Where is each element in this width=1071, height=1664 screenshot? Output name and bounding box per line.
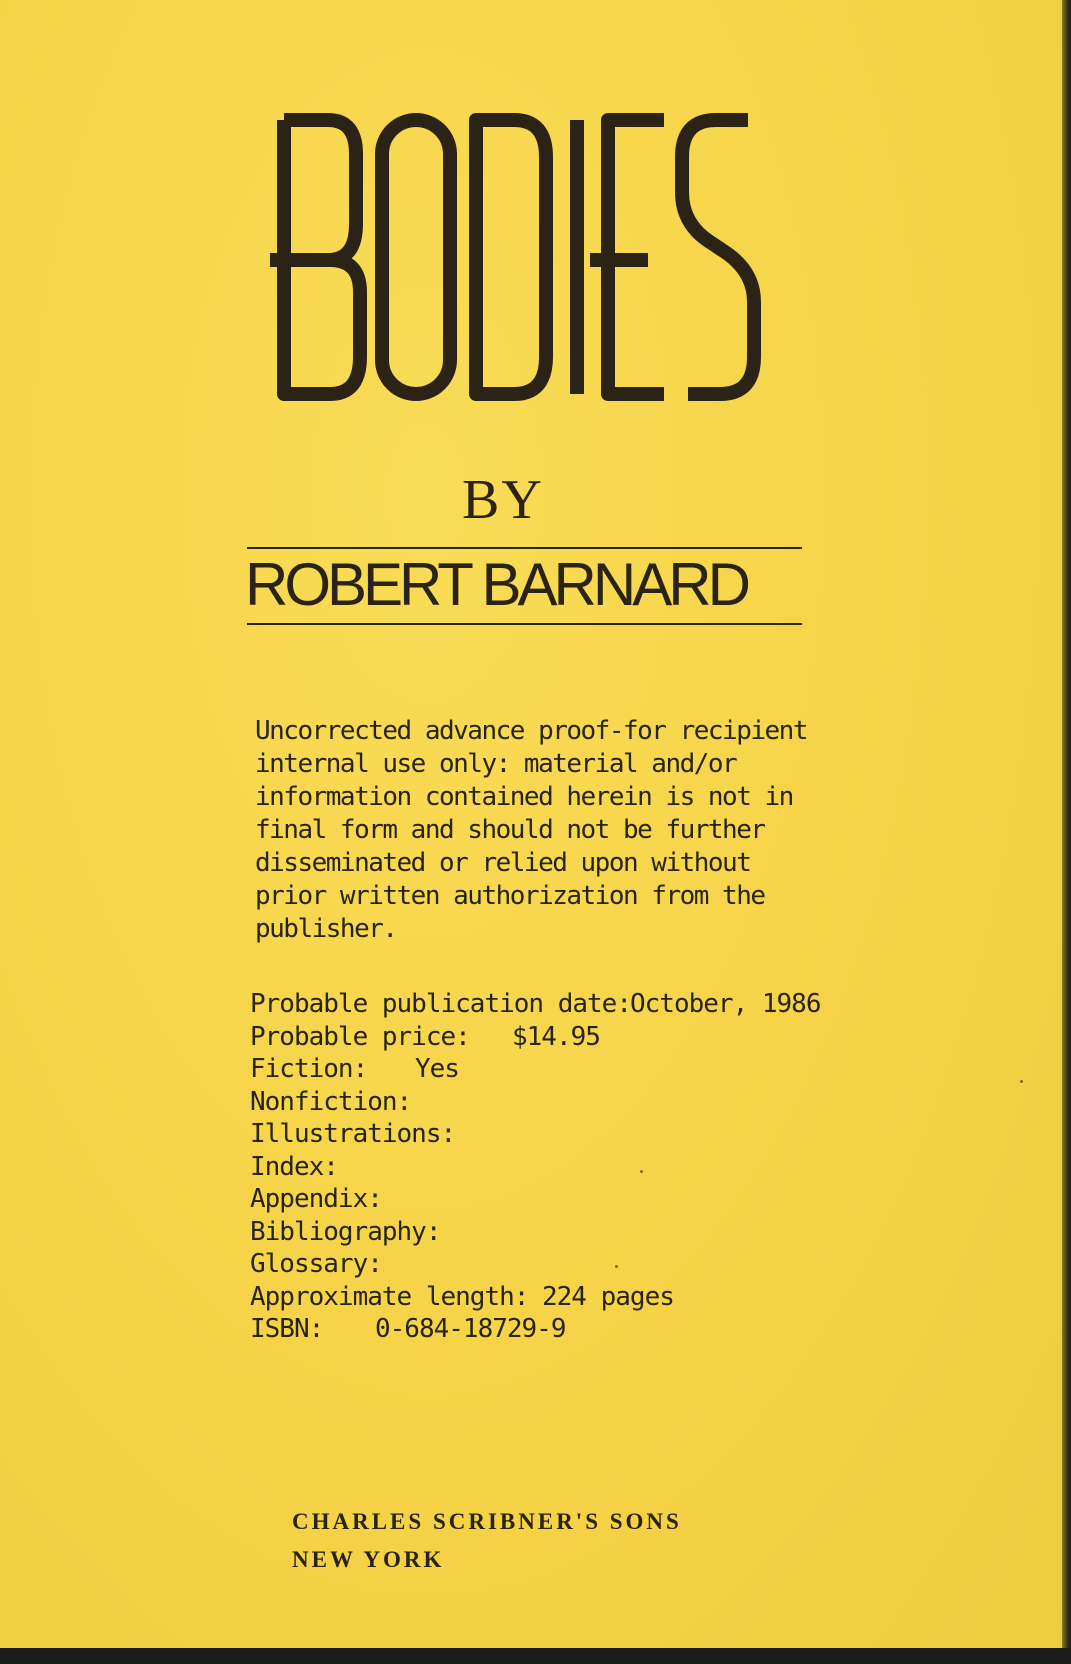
spec-label: Illustrations:: [250, 1119, 456, 1149]
notice-line: final form and should not be further: [255, 815, 765, 845]
paper-speck: [1020, 1080, 1023, 1083]
spec-value: 224 pages: [542, 1281, 674, 1312]
proof-notice: [255, 715, 815, 946]
publisher-imprint: [292, 1503, 682, 1579]
cover-right-edge: [1062, 0, 1071, 1664]
spec-bibliography: [250, 1216, 870, 1249]
spec-label: Glossary:: [250, 1249, 382, 1279]
spec-label: Approximate length:: [250, 1281, 529, 1312]
author-name: ROBERT BARNARD: [245, 551, 747, 618]
spec-fiction: [250, 1053, 870, 1086]
notice-line: internal use only: material and/or: [255, 749, 737, 779]
spec-label: Fiction:: [250, 1054, 368, 1084]
spec-length: [250, 1281, 870, 1314]
spec-label: Probable price:: [250, 1021, 470, 1052]
spec-index: [250, 1151, 870, 1184]
spec-value: $14.95: [512, 1021, 600, 1052]
spec-value: 0-684-18729-9: [375, 1314, 566, 1344]
spec-price: [250, 1021, 870, 1054]
spec-label: Bibliography:: [250, 1216, 441, 1247]
notice-line: Uncorrected advance proof-for recipient: [255, 716, 807, 746]
spec-isbn: [250, 1313, 870, 1346]
notice-line: publisher.: [255, 914, 397, 944]
spec-value: October, 1986: [630, 989, 821, 1019]
spec-label: Nonfiction:: [250, 1086, 412, 1117]
spec-label: ISBN:: [250, 1314, 324, 1344]
spec-label: Index:: [250, 1151, 338, 1182]
book-title-art: [270, 112, 770, 402]
notice-line: prior written authorization from the: [255, 881, 765, 911]
publication-specs: [250, 988, 870, 1346]
paper-speck: [640, 1170, 643, 1173]
paper-speck: [615, 1265, 618, 1268]
spec-value: Yes: [415, 1054, 459, 1084]
publisher-city: NEW YORK: [292, 1547, 445, 1572]
publisher-name: CHARLES SCRIBNER'S SONS: [292, 1509, 682, 1534]
spec-label: Probable publication date:: [250, 989, 631, 1019]
spec-label: Appendix:: [250, 1184, 382, 1214]
spec-nonfiction: [250, 1086, 870, 1119]
spec-appendix: [250, 1183, 870, 1216]
spec-glossary: [250, 1248, 870, 1281]
author-rule-bottom: [247, 623, 802, 625]
spec-illustrations: [250, 1118, 870, 1151]
cover-bottom-edge: [0, 1648, 1071, 1664]
by-line: BY: [462, 469, 544, 531]
author-rule-top: [247, 547, 802, 549]
notice-line: disseminated or relied upon without: [255, 848, 751, 878]
notice-line: information contained herein is not in: [255, 782, 793, 812]
spec-publication-date: [250, 988, 870, 1021]
